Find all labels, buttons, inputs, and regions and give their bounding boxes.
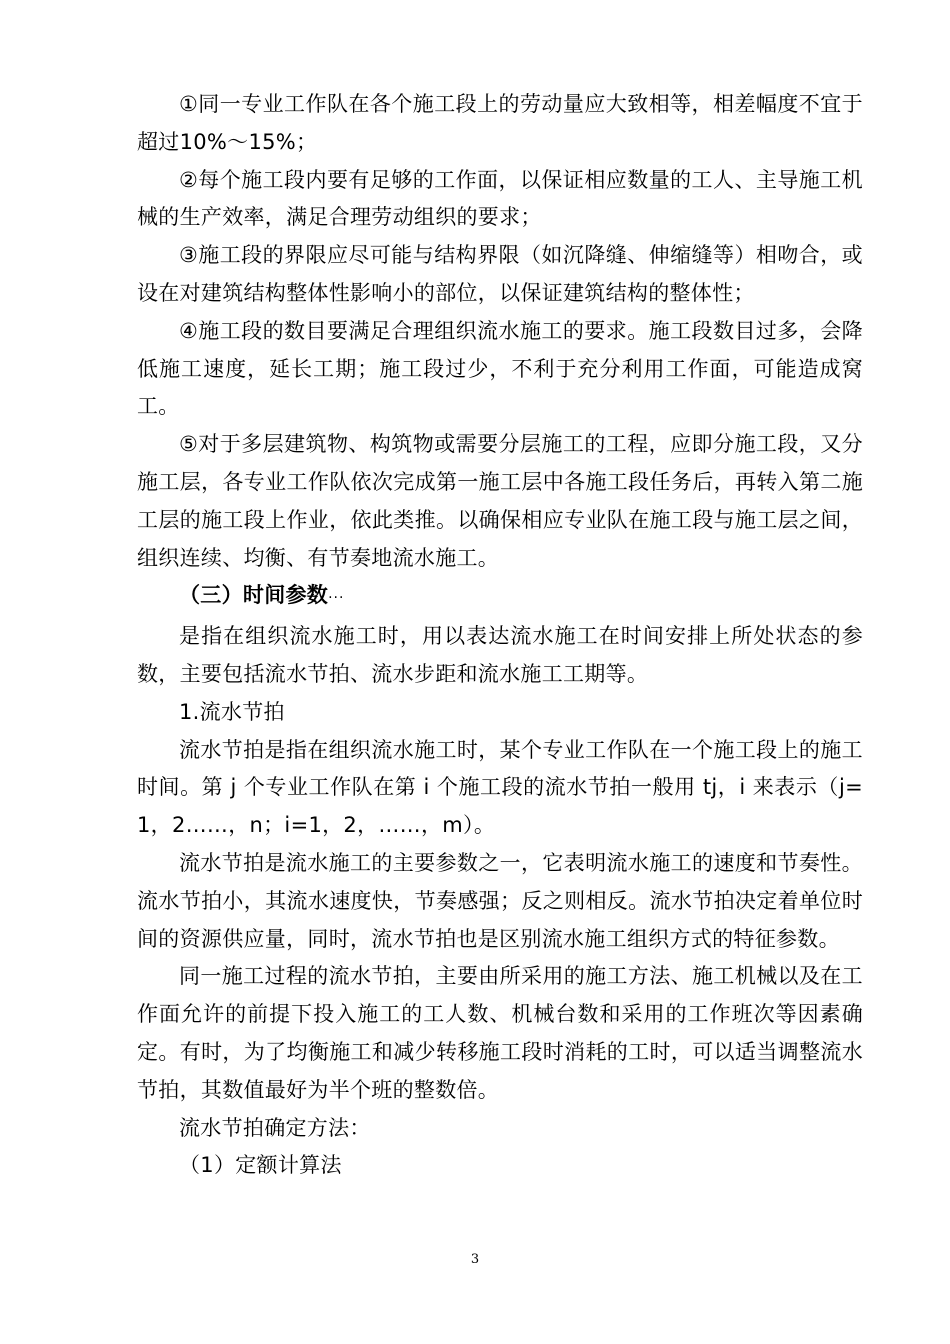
page-number: 3 — [470, 1252, 480, 1267]
paragraph-method-intro: 流水节拍确定方法： — [179, 1115, 371, 1140]
paragraph-method-1: （1）定额计算法 — [179, 1153, 342, 1178]
paragraph-item-4: ④施工段的数目要满足合理组织流水施工的要求。施工段数目过多，会降低施工速度，延长工期；施工段过少，不利于充分利用工作面，可能造成窝工。 — [137, 318, 863, 419]
paragraph-rhythm-factors: 同一施工过程的流水节拍，主要由所采用的施工方法、施工机械以及在工作面允许的前提下投入施工的工人数、机械台数和采用的工作班次等因素确定。有时，为了均衡施工和减少转移施工段时消耗的工时，可以适当调整流水节拍，其数值最好为半个班的整数倍。 — [137, 964, 863, 1102]
paragraph-rhythm-definition: 流水节拍是指在组织流水施工时，某个专业工作队在一个施工段上的施工时间。第 j 个专业工作队在第 i 个施工段的流水节拍一般用 tj，i 来表示（j=1，2……，n；i=1，2，……，m）。 — [137, 737, 863, 838]
paragraph-item-5: ⑤对于多层建筑物、构筑物或需要分层施工的工程，应即分施工段，又分施工层，各专业工作队依次完成第一施工层中各施工段任务后，再转入第二施工层的施工段上作业，依此类推。以确保相应专业队在施工段与施工层之间，组织连续、均衡、有节奏地流水施工。 — [137, 432, 863, 570]
section-heading — [137, 577, 863, 618]
subsection-heading: 1.流水节拍 — [179, 699, 285, 724]
section-heading-text: （三）时间参数 — [179, 583, 329, 608]
paragraph-item-2: ②每个施工段内要有足够的工作面，以保证相应数量的工人、主导施工机械的生产效率，满足合理劳动组织的要求； — [137, 167, 863, 230]
paragraph-rhythm-importance: 流水节拍是流水施工的主要参数之一，它表明流水施工的速度和节奏性。流水节拍小，其流水速度快，节奏感强；反之则相反。流水节拍决定着单位时间的资源供应量，同时，流水节拍也是区别流水施工组织方式的特征参数。 — [137, 850, 863, 951]
paragraph-item-1: ①同一专业工作队在各个施工段上的劳动量应大致相等，相差幅度不宜于超过10%～15%； — [137, 92, 863, 154]
paragraph-definition: 是指在组织流水施工时，用以表达流水施工在时间安排上所处状态的参数，主要包括流水节拍、流水步距和流水施工工期等。 — [137, 624, 863, 686]
heading-marker-dots: ··· — [328, 590, 345, 607]
paragraph-item-3: ③施工段的界限应尽可能与结构界限（如沉降缝、伸缩缝等）相吻合，或设在对建筑结构整体性影响小的部位，以保证建筑结构的整体性； — [137, 243, 863, 305]
body-text — [137, 86, 863, 1185]
